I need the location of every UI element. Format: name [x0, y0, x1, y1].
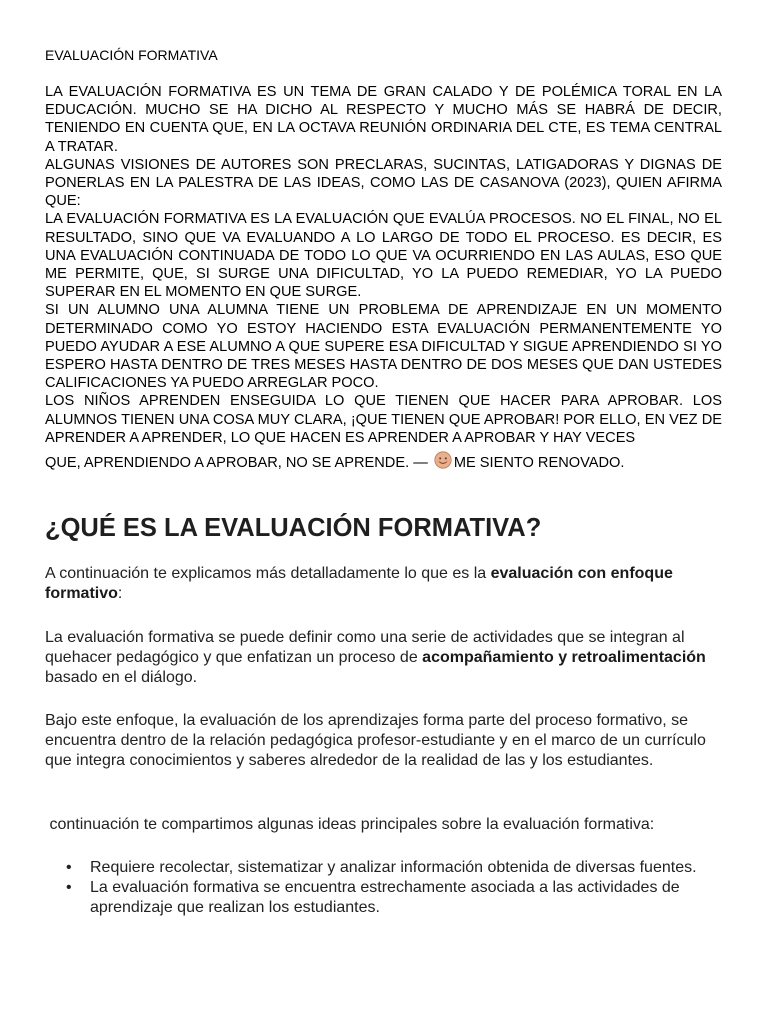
intro-paragraph-1: LA EVALUACIÓN FORMATIVA ES UN TEMA DE GRAN CALADO Y DE POLÉMICA TORAL EN LA EDUCACIÓN. MUCHO SE HA DICHO AL RESPECTO Y MUCHO MÁS SE HABRÁ DE DECIR, TENIENDO EN CUENTA QUE, EN LA OCTAVA REUNIÓN ORDINARIA DEL CTE, ES TEMA CENTRAL A TRATAR. — [45, 84, 722, 155]
intro-paragraph-4: SI UN ALUMNO UNA ALUMNA TIENE UN PROBLEMA DE APRENDIZAJE EN UN MOMENTO DETERMINADO COMO YO ESTOY HACIENDO ESTA EVALUACIÓN PERMANENTEMENTE YO PUEDO AYUDAR A ESE ALUMNO A QUE SUPERE ESA DIFICULTAD Y SIGUE APRENDIENDO SI YO ESPERO HASTA DENTRO DE TRES MESES HASTA DENTRO DE DOS MESES QUE DAN USTEDES CALIFICACIONES YA PUEDO ARREGLAR POCO. — [45, 302, 722, 392]
paragraph-2-end: basado en el diálogo. — [45, 669, 198, 687]
paragraph-2-bold: acompañamiento y retroalimentación — [422, 649, 706, 667]
document-title: EVALUACIÓN FORMATIVA — [45, 47, 218, 63]
paragraph-4-text: continuación te compartimos algunas ideas principales sobre la evaluación formativa: — [45, 816, 655, 833]
paragraph-2-text: La evaluación formativa se puede definir como una serie de actividades que se integran al quehacer pedagógico y que enfatizan un proceso de — [45, 629, 685, 667]
list-item-text: Requiere recolectar, sistematizar y analizar información obtenida de diversas fuentes. — [90, 859, 697, 876]
section-paragraph-3: Bajo este enfoque, la evaluación de los aprendizajes forma parte del proceso formativo, se encuentra dentro de la relación pedagógica profesor-estudiante y en el marco de un currículo que integra conocimientos y saberes alrededor de la realidad de las y los estudiantes. — [45, 712, 706, 770]
smiling-face-icon — [434, 451, 452, 469]
intro-closing-line — [45, 451, 722, 472]
section-paragraph-4 — [45, 815, 725, 835]
section-paragraph-2 — [45, 628, 725, 689]
paragraph-1-bold: evaluación con enfoque formativo — [45, 565, 673, 603]
intro-paragraph-2: ALGUNAS VISIONES DE AUTORES SON PRECLARAS, SUCINTAS, LATIGADORAS Y DIGNAS DE PONERLAS EN LA PALESTRA DE LAS IDEAS, COMO LAS DE CASANOVA (2023), QUIEN AFIRMA QUE: — [45, 156, 722, 210]
paragraph-1-text: A continuación te explicamos más detalladamente lo que es la — [45, 565, 491, 582]
intro-text — [45, 83, 722, 472]
ideas-list — [45, 858, 725, 919]
bullet-icon: • — [66, 859, 72, 876]
list-item-text: La evaluación formativa se encuentra estrechamente asociada a las actividades de aprendizaje que realizan los estudiantes. — [90, 879, 680, 917]
intro-paragraph-5: LOS NIÑOS APRENDEN ENSEGUIDA LO QUE TIENEN QUE HACER PARA APROBAR. LOS ALUMNOS TIENEN UNA COSA MUY CLARA, ¡QUE TIENEN QUE APROBAR! POR ELLO, EN VEZ DE APRENDER A APRENDER, LO QUE HACEN ES APRENDER A APROBAR Y HAY VECES — [45, 393, 722, 446]
list-item — [45, 858, 725, 878]
section-paragraph-1 — [45, 564, 725, 604]
paragraph-1-end: : — [117, 585, 123, 603]
closing-text-end: ME SIENTO RENOVADO. — [453, 455, 625, 472]
list-item — [45, 878, 725, 918]
bullet-icon: • — [66, 879, 72, 897]
intro-paragraph-3: LA EVALUACIÓN FORMATIVA ES LA EVALUACIÓN QUE EVALÚA PROCESOS. NO EL FINAL, NO EL RESULTADO, SINO QUE VA EVALUANDO A LO LARGO DE TODO EL PROCESO. ES DECIR, ES UNA EVALUACIÓN CONTINUADA DE TODO LO QUE VA OCURRIENDO EN LAS AULAS, ESO QUE ME PERMITE, QUE, SI SURGE UNA DIFICULTAD, YO LA PUEDO REMEDIAR, YO LA PUEDO SUPERAR EN EL MOMENTO EN QUE SURGE. — [45, 211, 722, 301]
section-heading: ¿QUÉ ES LA EVALUACIÓN FORMATIVA? — [45, 514, 542, 542]
closing-text-start: QUE, APRENDIENDO A APROBAR, NO SE APRENDE. — — [45, 455, 428, 472]
